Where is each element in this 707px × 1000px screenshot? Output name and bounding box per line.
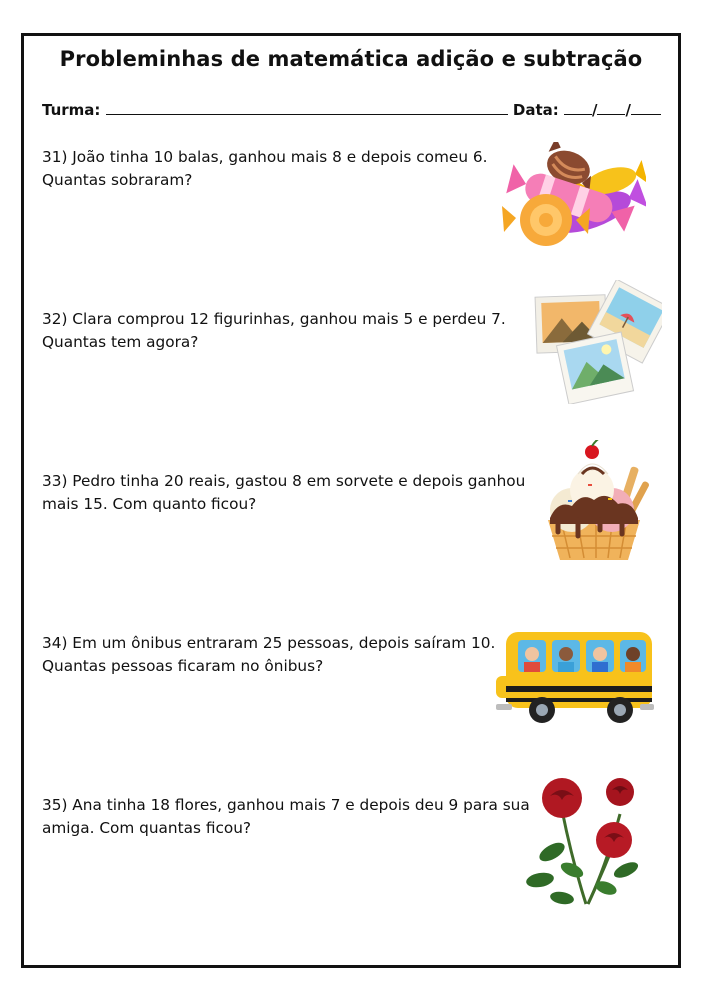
problem-text: 31) João tinha 10 balas, ganhou mais 8 e depois comeu 6. [42,148,488,166]
date-separator: / [625,101,631,119]
problem-35 [42,794,537,840]
problem-text: 33) Pedro tinha 20 reais, gastou 8 em sorvete e depois ganhou [42,472,526,490]
year-blank [631,100,661,115]
problem-text: amiga. Com quantas ficou? [42,819,252,837]
month-blank [597,100,625,115]
problem-text: mais 15. Com quanto ficou? [42,495,257,513]
roses-icon [522,770,650,908]
problem-text: 35) Ana tinha 18 flores, ganhou mais 7 e depois deu 9 para sua [42,796,530,814]
photo-stickers-icon [532,280,662,404]
data-label: Data: [512,101,559,119]
problem-32 [42,308,512,354]
school-bus-icon [492,628,654,724]
turma-label: Turma: [42,101,101,119]
problem-text: Quantas sobraram? [42,171,193,189]
problem-text: Quantas pessoas ficaram no ônibus? [42,657,324,675]
problem-text: 34) Em um ônibus entraram 25 pessoas, depois saíram 10. [42,634,496,652]
day-blank [564,100,592,115]
page-title: Probleminhas de matemática adição e subtração [59,47,643,71]
header-fields [42,100,662,119]
problem-text: Quantas tem agora? [42,333,199,351]
date-separator: / [592,101,598,119]
candy-icon [496,142,646,246]
worksheet-frame [21,33,681,968]
problem-33 [42,470,537,516]
problem-34 [42,632,512,678]
problem-text: 32) Clara comprou 12 figurinhas, ganhou mais 5 e perdeu 7. [42,310,506,328]
ice-cream-icon [538,440,650,566]
problem-31 [42,146,512,192]
turma-blank [106,100,508,115]
